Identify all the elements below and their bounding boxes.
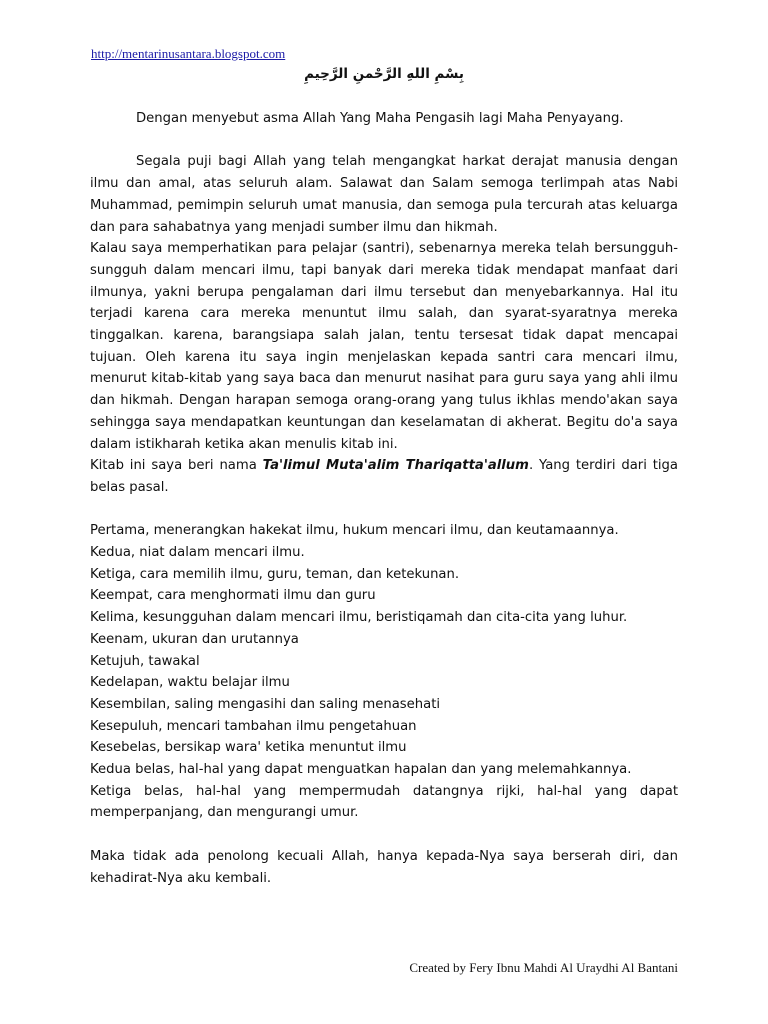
- paragraph-gap: [90, 824, 678, 846]
- basmala-heading: بِسْمِ اللهِ الرَّحْمنِ الرَّحِيمِ: [304, 66, 464, 82]
- chapter-item: Keenam, ukuran dan urutannya: [90, 631, 299, 647]
- paragraph-gap: [90, 499, 678, 521]
- chapter-item: Pertama, menerangkan hakekat ilmu, hukum mencari ilmu, dan keutamaannya.: [90, 523, 619, 539]
- author-credit: Created by Fery Ibnu Mahdi Al Uraydhi Al Bantani: [409, 960, 678, 975]
- chapter-item: Keempat, cara menghormati ilmu dan guru: [90, 588, 376, 604]
- paragraph-gap: [90, 130, 678, 152]
- chapter-item: Kedelapan, waktu belajar ilmu: [90, 675, 290, 691]
- blog-url-link[interactable]: http://mentarinusantara.blogspot.com: [91, 46, 286, 61]
- chapter-item: Kedua, niat dalam mencari ilmu.: [90, 545, 305, 561]
- chapter-item: Kesebelas, bersikap wara' ketika menuntut ilmu: [90, 740, 407, 756]
- naming-outro: . Yang terdiri dari tiga belas pasal.: [90, 458, 679, 495]
- chapter-item: Kelima, kesungguhan dalam mencari ilmu, beristiqamah dan cita-cita yang luhur.: [90, 610, 628, 626]
- chapter-item: Ketiga belas, hal-hal yang mempermudah datangnya rijki, hal-hal yang dapat memperpanjang, dan mengurangi umur.: [90, 783, 678, 821]
- kitab-title: Ta'limul Muta'alim Thariqatta'allum: [262, 458, 529, 474]
- naming-intro: Kitab ini saya beri nama: [90, 458, 263, 474]
- praise-paragraph: Segala puji bagi Allah yang telah mengangkat harkat derajat manusia dengan ilmu dan amal, atas seluruh alam. Salawat dan Salam semoga terlimpah atas Nabi Muhammad, pemimpin seluruh umat manusia, dan semoga pula tercurah atas keluarga dan para sahabatnya yang menjadi sumber ilmu dan hikmah.: [90, 154, 678, 235]
- closing-paragraph: Maka tidak ada penolong kecuali Allah, hanya kepada-Nya saya berserah diri, dan kehadirat-Nya aku kembali.: [90, 848, 678, 886]
- naming-paragraph: [90, 455, 678, 498]
- chapter-item: Ketujuh, tawakal: [90, 653, 200, 669]
- chapter-item: Kesepuluh, mencari tambahan ilmu pengetahuan: [90, 718, 417, 734]
- chapter-item: Ketiga, cara memilih ilmu, guru, teman, dan ketekunan.: [90, 566, 460, 582]
- document-body: [90, 108, 678, 889]
- chapter-item: Kedua belas, hal-hal yang dapat menguatkan hapalan dan yang melemahkannya.: [90, 762, 632, 778]
- chapter-item: Kesembilan, saling mengasihi dan saling menasehati: [90, 696, 441, 712]
- reason-paragraph: Kalau saya memperhatikan para pelajar (santri), sebenarnya mereka telah bersungguh-sungguh dalam mencari ilmu, tapi banyak dari mereka tidak mendapat manfaat dari ilmunya, yakni berupa pengalaman dari ilmu tersebut dan menyebarkannya. Hal itu terjadi karena cara mereka menuntut ilmu salah, dan syarat-syaratnya mereka tinggalkan. karena, barangsiapa salah jalan, tentu tersesat tidak dapat mencapai tujuan. Oleh karena itu saya ingin menjelaskan kepada santri cara mencari ilmu, menurut kitab-kitab yang saya baca dan menurut nasihat para guru saya yang ahli ilmu dan hikmah. Dengan harapan semoga orang-orang yang tulus ikhlas mendo'akan saya sehingga saya mendapatkan keuntungan dan keselamatan di akherat. Begitu do'a saya dalam istikharah ketika akan menulis kitab ini.: [90, 241, 678, 452]
- chapter-list: [90, 520, 678, 824]
- opening-paragraph: Dengan menyebut asma Allah Yang Maha Pengasih lagi Maha Penyayang.: [136, 111, 624, 126]
